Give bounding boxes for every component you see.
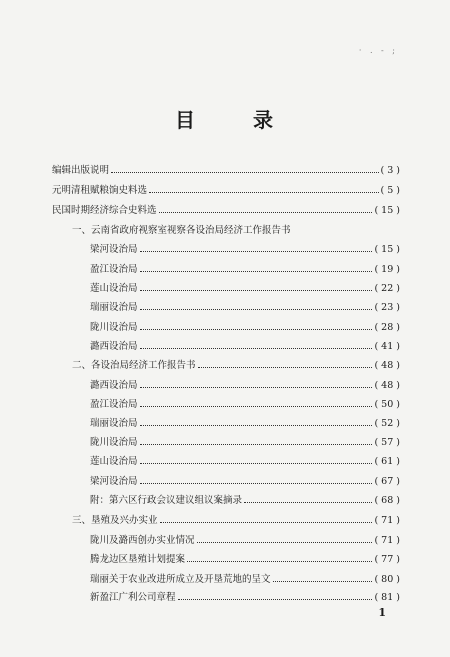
- leader-dots: [140, 283, 373, 291]
- toc-entry[interactable]: [90, 476, 400, 488]
- toc-entry-page: ( 67 ): [374, 476, 400, 487]
- leader-dots: [140, 437, 373, 445]
- toc-entry[interactable]: [72, 515, 400, 527]
- toc-entry-label: 莲山设治局: [90, 283, 138, 294]
- leader-dots: [273, 574, 373, 582]
- leader-dots: [140, 322, 373, 330]
- toc-entry-page: ( 61 ): [374, 456, 400, 467]
- leader-dots: [140, 264, 373, 272]
- toc-entry-page: ( 48 ): [374, 380, 400, 391]
- toc-entry-label: 元明清租赋粮饷史料选: [52, 185, 148, 196]
- toc-entry-page: ( 41 ): [374, 341, 400, 352]
- page-number: 1: [378, 606, 386, 619]
- toc-entry[interactable]: [90, 592, 400, 604]
- leader-dots: [198, 360, 373, 368]
- toc-entry-page: ( 15 ): [374, 244, 400, 255]
- toc-entry-page: ( 15 ): [374, 205, 400, 216]
- toc-entry-page: ( 19 ): [374, 264, 400, 275]
- leader-dots: [140, 302, 373, 310]
- toc-entry[interactable]: [90, 554, 400, 566]
- toc-entry-label: 潞西设治局: [90, 341, 138, 352]
- leader-dots: [111, 165, 378, 173]
- toc-entry-label: 陇川及潞西创办实业情况: [90, 535, 195, 546]
- leader-dots: [140, 476, 373, 484]
- toc-entry-page: ( 5 ): [380, 185, 400, 196]
- toc-entry-label: 陇川设治局: [90, 437, 138, 448]
- toc-entry-label: 潞西设治局: [90, 380, 138, 391]
- toc-entry-label: 附：第六区行政会议建议组议案摘录: [90, 495, 243, 506]
- toc-entry-page: ( 80 ): [374, 574, 400, 585]
- leader-dots: [140, 244, 373, 252]
- leader-dots: [160, 515, 373, 523]
- corner-marks: · . ‐ ;: [358, 46, 398, 55]
- toc-entry-label: 新盈江广利公司章程: [90, 592, 176, 603]
- toc-entry[interactable]: [90, 495, 400, 507]
- leader-dots: [178, 592, 373, 600]
- leader-dots: [140, 380, 373, 388]
- toc-entry[interactable]: [90, 341, 400, 353]
- toc-entry-label: 梁河设治局: [90, 244, 138, 255]
- toc-entry[interactable]: [90, 418, 400, 430]
- page-title: [0, 104, 450, 133]
- toc-entry-label: 编辑出版说明: [52, 165, 110, 176]
- toc-entry-label: 盈江设治局: [90, 264, 138, 275]
- toc-section-heading: 一、云南省政府视察室视察各设治局经济工作报告书: [72, 225, 291, 236]
- toc-entry-page: ( 3 ): [380, 165, 400, 176]
- toc-entry[interactable]: [72, 360, 400, 372]
- toc-entry-page: ( 71 ): [374, 535, 400, 546]
- toc-entry-page: ( 22 ): [374, 283, 400, 294]
- toc-entry-label: 瑞丽关于农业改进所成立及开垦荒地的呈文: [90, 574, 271, 585]
- toc-entry-label: 腾龙边区垦殖计划提案: [90, 554, 186, 565]
- toc-entry-label: 瑞丽设治局: [90, 418, 138, 429]
- toc-entry-label: 民国时期经济综合史料选: [52, 205, 157, 216]
- toc-entry-page: ( 52 ): [374, 418, 400, 429]
- toc-entry[interactable]: [90, 264, 400, 276]
- toc-entry[interactable]: [52, 205, 400, 217]
- toc-entry-page: ( 28 ): [374, 322, 400, 333]
- leader-dots: [187, 554, 372, 562]
- toc-entry-page: ( 71 ): [374, 515, 400, 526]
- toc-entry-page: ( 48 ): [374, 360, 400, 371]
- toc-entry[interactable]: [90, 244, 400, 256]
- toc-entry-label: 瑞丽设治局: [90, 302, 138, 313]
- leader-dots: [159, 205, 373, 213]
- leader-dots: [140, 341, 373, 349]
- toc-entry[interactable]: [90, 380, 400, 392]
- toc-entry[interactable]: [90, 456, 400, 468]
- toc-entry-label: 二、各设治局经济工作报告书: [72, 360, 196, 371]
- toc-entry-label: 梁河设治局: [90, 476, 138, 487]
- toc-entry-label: 盈江设治局: [90, 399, 138, 410]
- title-char-1: 目: [175, 108, 197, 132]
- leader-dots: [140, 418, 373, 426]
- toc-entry[interactable]: [90, 574, 400, 586]
- toc-entry-page: ( 23 ): [374, 302, 400, 313]
- leader-dots: [140, 456, 373, 464]
- toc-entry-label: 陇川设治局: [90, 322, 138, 333]
- leader-dots: [244, 495, 372, 503]
- toc-entry[interactable]: [90, 437, 400, 449]
- toc-entry-page: ( 77 ): [374, 554, 400, 565]
- toc-entry[interactable]: [90, 283, 400, 295]
- toc-entry[interactable]: [90, 322, 400, 334]
- toc-entry[interactable]: [52, 185, 400, 197]
- toc-entry-page: ( 50 ): [374, 399, 400, 410]
- toc-entry[interactable]: [90, 535, 400, 547]
- toc-entry-label: 三、垦殖及兴办实业: [72, 515, 158, 526]
- toc-entry-page: ( 57 ): [374, 437, 400, 448]
- toc-entry-label: 莲山设治局: [90, 456, 138, 467]
- toc-entry-page: ( 81 ): [374, 592, 400, 603]
- leader-dots: [197, 535, 373, 543]
- toc-entry[interactable]: [90, 399, 400, 411]
- leader-dots: [140, 399, 373, 407]
- title-char-2: 录: [253, 108, 275, 132]
- leader-dots: [149, 185, 378, 193]
- toc-entry-page: ( 68 ): [374, 495, 400, 506]
- toc-entry[interactable]: [52, 165, 400, 177]
- toc-entry[interactable]: [90, 302, 400, 314]
